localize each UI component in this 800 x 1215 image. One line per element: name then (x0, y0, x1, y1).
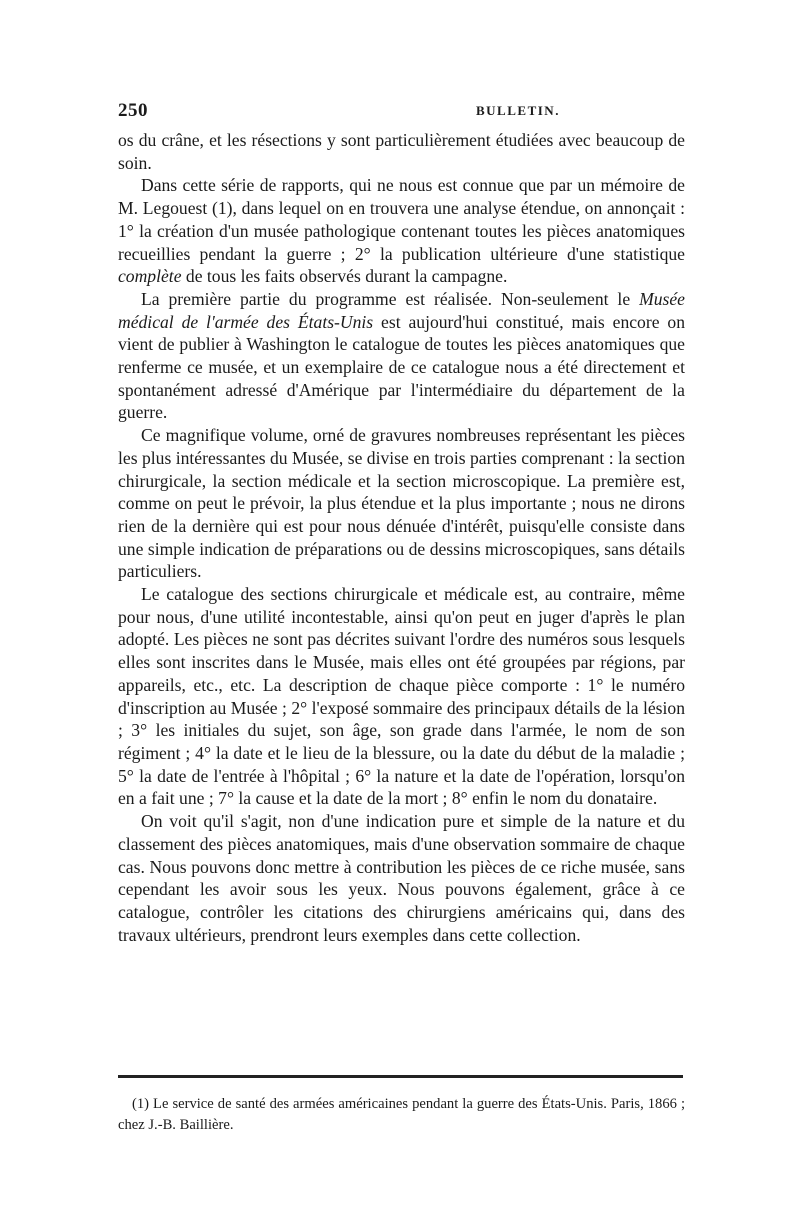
footnote-text: (1) Le service de santé des armées américaines pendant la guerre des États-Unis. Paris, 1866 ; chez J.-B. Baillière. (118, 1096, 685, 1133)
text-segment: Ce magnifique volume, orné de gravures nombreuses représentant les pièces les plus intéressantes du Musée, se divise en trois parties comprenant : la section chirurgicale, la section médicale et la section microscopique. La première est, comme on peut le prévoir, la plus étendue et la plus importante ; nous ne dirons rien de la dernière qui est pour nous dénuée d'intérêt, puisqu'elle consiste dans une simple indication de préparations ou de dessins microscopiques, sans détails particuliers. (118, 425, 685, 582)
paragraph (118, 288, 685, 424)
footnote-separator (118, 1075, 683, 1078)
text-segment: On voit qu'il s'agit, non d'une indication pure et simple de la nature et du classement des pièces anatomiques, mais d'une observation sommaire de chaque cas. Nous pouvons donc mettre à contribution les pièces de ce riche musée, sans cependant les avoir sous les yeux. Nous pouvons également, grâce à ce catalogue, contrôler les citations des chirurgiens américains qui, dans des travaux ultérieurs, prendront leurs exemples dans cette collection. (118, 811, 685, 945)
paragraph (118, 583, 685, 810)
paragraph (118, 810, 685, 946)
italic-text: Musée médical de l'armée des États-Unis (118, 288, 685, 332)
footnote (118, 1094, 685, 1136)
italic-text: complète (118, 266, 182, 287)
paragraph (118, 129, 685, 174)
text-segment: de tous les faits observés durant la campagne. (181, 266, 508, 287)
text-segment: La première partie du programme est réalisée. Non-seulement le (141, 288, 640, 309)
text-segment: Dans cette série de rapports, qui ne nous est connue que par un mémoire de M. Legouest (1), dans lequel on en trouvera une analyse étendue, on annonçait : 1° la création d'un musée pathologique contenant toutes les pièces anatomiques recueillies pendant la guerre ; 2° la publication ultérieure d'une statistique (118, 175, 685, 264)
text-segment: os du crâne, et les résections y sont particulièrement étudiées avec beaucoup de soin. (118, 130, 685, 173)
text-segment: est aujourd'hui constitué, mais encore on vient de publier à Washington le catalogue de toutes les pièces anatomiques que renferme ce musée, et un exemplaire de ce catalogue nous a été directement et spontanément adressé d'Amérique par l'intermédiaire du département de la guerre. (118, 311, 685, 423)
paragraph (118, 424, 685, 583)
text-segment: Le catalogue des sections chirurgicale et médicale est, au contraire, même pour nous, d'une utilité incontestable, ainsi qu'on peut en juger d'après le plan adopté. Les pièces ne sont pas décrites suivant l'ordre des numéros sous lesquels elles sont inscrites dans le Musée, mais elles ont été groupées par régions, par appareils, etc., etc. La description de chaque pièce comporte : 1° le numéro d'inscription au Musée ; 2° l'exposé sommaire des principaux détails de la lésion ; 3° les initiales du sujet, son âge, son grade dans l'armée, le nom de son régiment ; 4° la date et le lieu de la blessure, ou la date du début de la maladie ; 5° la date de l'entrée à l'hôpital ; 6° la nature et la date de l'opération, lorsqu'on en a fait une ; 7° la cause et la date de la mort ; 8° enfin le nom du donataire. (118, 584, 685, 809)
body-text (118, 129, 685, 946)
paragraph (118, 174, 685, 288)
running-title: BULLETIN. (476, 103, 560, 118)
page-number: 250 (118, 100, 148, 121)
page-header (118, 100, 683, 124)
